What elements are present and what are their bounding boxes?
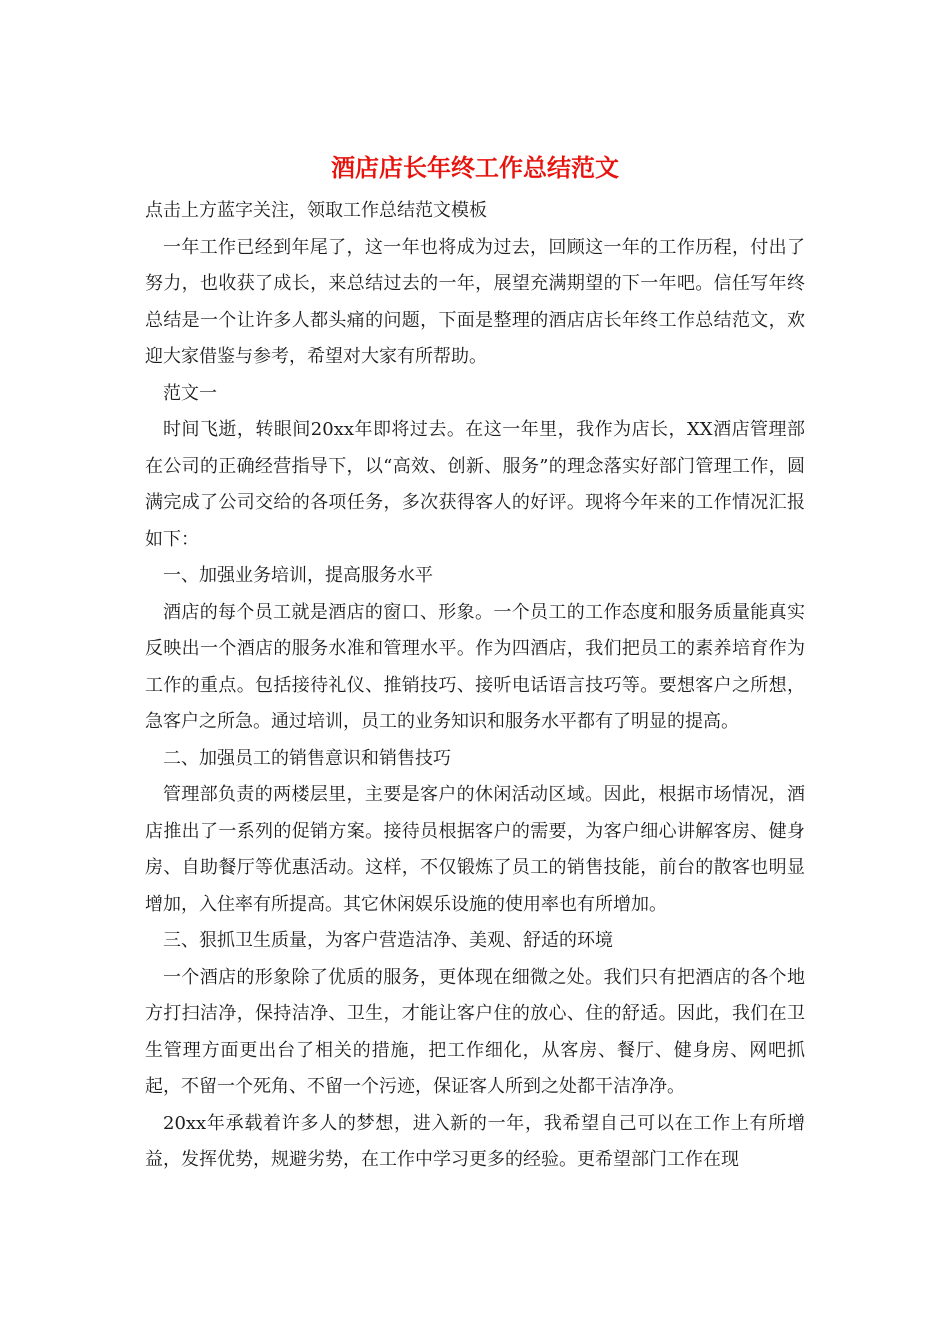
section-heading-sales: 二、加强员工的销售意识和销售技巧 <box>163 747 451 769</box>
paragraph-overview: 时间飞逝，转眼间20xx年即将过去。在这一年里，我作为店长，XX酒店管理部在公司的正确经营指导下，以“高效、创新、服务”的理念落实好部门管理工作，圆满完成了公司交给的各项任务，多次获得客人的好评。现将今年来的工作情况汇报如下： <box>145 419 805 550</box>
document-body <box>145 193 805 1179</box>
document-title: 酒店店长年终工作总结范文 <box>331 153 619 182</box>
paragraph-hygiene: 一个酒店的形象除了优质的服务，更体现在细微之处。我们只有把酒店的各个地方打扫洁净，保持洁净、卫生，才能让客户住的放心、住的舒适。因此，我们在卫生管理方面更出台了相关的措施，把工作细化，从客房、餐厅、健身房、网吧抓起，不留一个死角、不留一个污迹，保证客人所到之处都干洁净净。 <box>145 966 805 1097</box>
section-heading-sample-one: 范文一 <box>163 382 217 404</box>
paragraph-training: 酒店的每个员工就是酒店的窗口、形象。一个员工的工作态度和服务质量能真实反映出一个酒店的服务水准和管理水平。作为四酒店，我们把员工的素养培育作为工作的重点。包括接待礼仪、推销技巧、接听电话语言技巧等。要想客户之所想，急客户之所急。通过培训，员工的业务知识和服务水平都有了明显的提高。 <box>145 601 805 732</box>
paragraph-intro: 一年工作已经到年尾了，这一年也将成为过去，回顾这一年的工作历程，付出了努力，也收获了成长，来总结过去的一年，展望充满期望的下一年吧。信任写年终总结是一个让许多人都头痛的问题，下面是整理的酒店店长年终工作总结范文，欢迎大家借鉴与参考，希望对大家有所帮助。 <box>145 236 805 367</box>
section-heading-training: 一、加强业务培训，提高服务水平 <box>163 565 433 586</box>
paragraph-intro-prompt: 点击上方蓝字关注，领取工作总结范文模板 <box>145 200 487 221</box>
section-heading-hygiene: 三、狠抓卫生质量，为客户营造洁净、美观、舒适的环境 <box>163 930 613 951</box>
paragraph-outlook: 20xx年承载着许多人的梦想，进入新的一年，我希望自己可以在工作上有所增益，发挥优势，规避劣势，在工作中学习更多的经验。更希望部门工作在现 <box>145 1112 805 1170</box>
paragraph-sales: 管理部负责的两楼层里，主要是客户的休闲活动区域。因此，根据市场情况，酒店推出了一系列的促销方案。接待员根据客户的需要，为客户细心讲解客房、健身房、自助餐厅等优惠活动。这样，不仅锻炼了员工的销售技能，前台的散客也明显增加，入住率有所提高。其它休闲娱乐设施的使用率也有所增加。 <box>145 784 805 915</box>
